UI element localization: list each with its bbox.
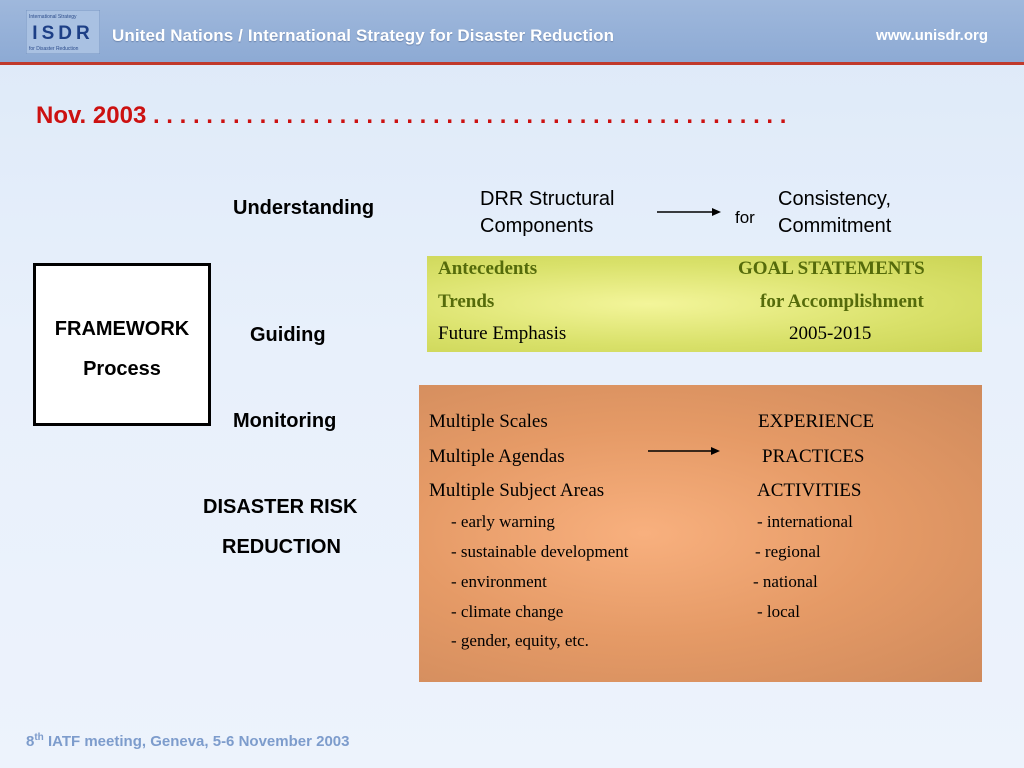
- footer-num: 8: [26, 733, 35, 750]
- header-title: United Nations / International Strategy for Disaster Reduction: [112, 26, 615, 45]
- footer-sup: th: [34, 732, 44, 743]
- exp-left-sub-2: - sustainable development: [451, 542, 629, 561]
- exp-right-sub-2: - regional: [755, 542, 821, 561]
- label-drr-line2: REDUCTION: [222, 536, 341, 558]
- for-label: for: [735, 208, 755, 227]
- goal-statements-box: [427, 256, 982, 352]
- experience-box: [419, 385, 982, 682]
- label-monitoring: Monitoring: [233, 410, 337, 432]
- exp-right-main-2: PRACTICES: [762, 446, 865, 467]
- label-guiding: Guiding: [250, 324, 326, 346]
- exp-right-sub-4: - local: [757, 602, 800, 621]
- header-banner: [0, 0, 1024, 65]
- goal-left-3: Future Emphasis: [438, 323, 567, 344]
- isdr-logo: [26, 10, 100, 54]
- exp-left-sub-4: - climate change: [451, 602, 564, 621]
- goal-right-2: for Accomplishment: [760, 291, 924, 312]
- consistency-line2: Commitment: [778, 215, 892, 237]
- footer-meeting: [26, 732, 349, 750]
- goal-right-3: 2005-2015: [789, 323, 872, 344]
- goal-right-1: GOAL STATEMENTS: [738, 258, 925, 279]
- framework-title: FRAMEWORK: [54, 318, 190, 340]
- framework-subtitle: Process: [83, 358, 161, 380]
- exp-right-main-3: ACTIVITIES: [757, 480, 862, 501]
- goal-left-2: Trends: [438, 291, 495, 312]
- exp-left-main-2: Multiple Agendas: [429, 446, 565, 467]
- exp-right-main-1: EXPERIENCE: [758, 411, 875, 432]
- drr-components-line2: Components: [480, 215, 594, 237]
- logo-small-bottom: for Disaster Reduction: [29, 46, 79, 52]
- label-understanding: Understanding: [233, 197, 375, 219]
- header-url[interactable]: www.unisdr.org: [876, 27, 988, 44]
- arrow-right-icon: [656, 205, 722, 219]
- date-line: Nov. 2003 . . . . . . . . . . . . . . . . . . . . . . . . . . . . . . . . . . . . . . . . . . . . . . . .: [36, 102, 787, 129]
- framework-box: [33, 263, 211, 426]
- logo-small-top: International Strategy: [29, 14, 77, 20]
- logo-text: ISDR: [32, 23, 94, 44]
- label-drr-line1: DISASTER RISK: [203, 496, 358, 518]
- exp-left-sub-5: - gender, equity, etc.: [451, 631, 589, 650]
- footer-rest: IATF meeting, Geneva, 5-6 November 2003: [43, 733, 350, 750]
- consistency-line1: Consistency,: [778, 188, 892, 210]
- goal-left-1: Antecedents: [438, 258, 538, 279]
- exp-left-main-1: Multiple Scales: [429, 411, 548, 432]
- exp-left-sub-3: - environment: [451, 572, 547, 591]
- exp-right-sub-1: - international: [757, 512, 853, 531]
- drr-components-line1: DRR Structural: [480, 188, 615, 210]
- exp-left-sub-1: - early warning: [451, 512, 555, 531]
- exp-right-sub-3: - national: [753, 572, 818, 591]
- exp-left-main-3: Multiple Subject Areas: [429, 480, 605, 501]
- arrow-right-icon: [647, 444, 721, 458]
